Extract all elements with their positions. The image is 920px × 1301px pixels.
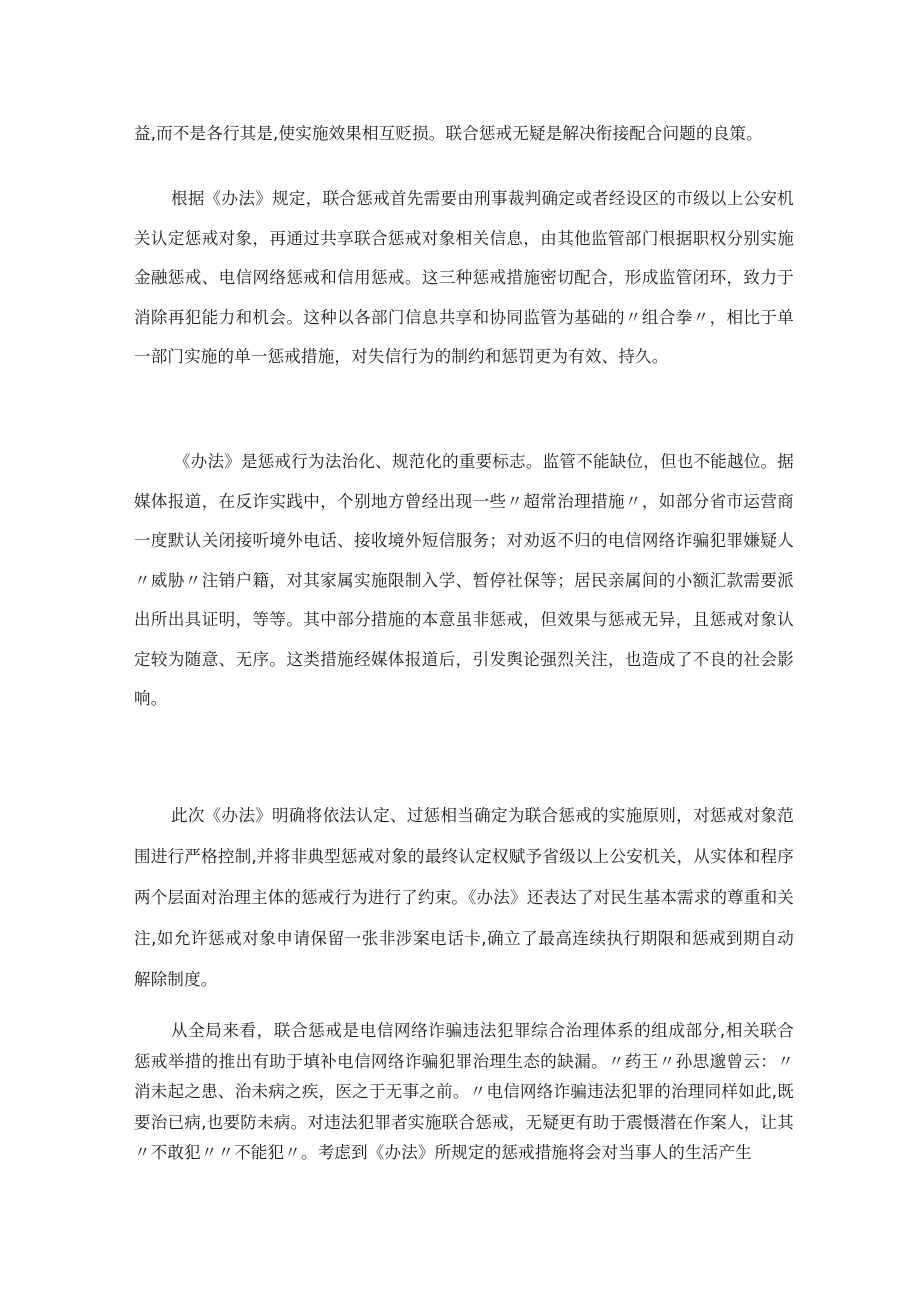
paragraph-1: 益,而不是各行其是,使实施效果相互贬损。联合惩戒无疑是解决衔接配合问题的良策。	[134, 124, 763, 143]
paragraph-4: 此次《办法》明确将依法认定、过惩相当确定为联合惩戒的实施原则，对惩戒对象范围进行严格控制,并将非典型惩戒对象的最终认定权赋予省级以上公安机关，从实体和程序两个层面对治理主体的惩戒行为进行了约束。《办法》还表达了对民生基本需求的尊重和关注,如允许惩戒对象申请保留一张非涉案电话卡,确立了最高连续执行期限和惩戒到期自动解除制度。	[134, 806, 794, 989]
paragraph-5: 从全局来看，联合惩戒是电信网络诈骗违法犯罪综合治理体系的组成部分,相关联合惩戒举措的推出有助于填补电信网络诈骗犯罪治理生态的缺漏。〃药王〃孙思邈曾云：〃消未起之患、治未病之疾，医之于无事之前。〃电信网络诈骗违法犯罪的治理同样如此,既要治已病,也要防未病。对违法犯罪者实施联合惩戒，无疑更有助于震慑潜在作案人，让其〃不敢犯〃〃不能犯〃。考虑到《办法》所规定的惩戒措施将会对当事人的生活产生	[134, 1021, 794, 1162]
paragraph-2: 根据《办法》规定，联合惩戒首先需要由刑事裁判确定或者经设区的市级以上公安机关认定惩戒对象，再通过共享联合惩戒对象相关信息，由其他监管部门根据职权分别实施金融惩戒、电信网络惩戒和信用惩戒。这三种惩戒措施密切配合，形成监管闭环，致力于消除再犯能力和机会。这种以各部门信息共享和协同监管为基础的〃组合拳〃，相比于单一部门实施的单一惩戒措施，对失信行为的制约和惩罚更为有效、持久。	[134, 189, 794, 366]
paragraph-3: 《办法》是惩戒行为法治化、规范化的重要标志。监管不能缺位，但也不能越位。据媒体报道，在反诈实践中，个别地方曾经出现一些〃超常治理措施〃，如部分省市运营商一度默认关闭接听境外电话、接收境外短信服务；对劝返不归的电信网络诈骗犯罪嫌疑人〃威胁〃注销户籍，对其家属实施限制入学、暂停社保等；居民亲属间的小额汇款需要派出所出具证明，等等。其中部分措施的本意虽非惩戒，但效果与惩戒无异，且惩戒对象认定较为随意、无序。这类措施经媒体报道后，引发舆论强烈关注，也造成了不良的社会影响。	[134, 452, 794, 708]
